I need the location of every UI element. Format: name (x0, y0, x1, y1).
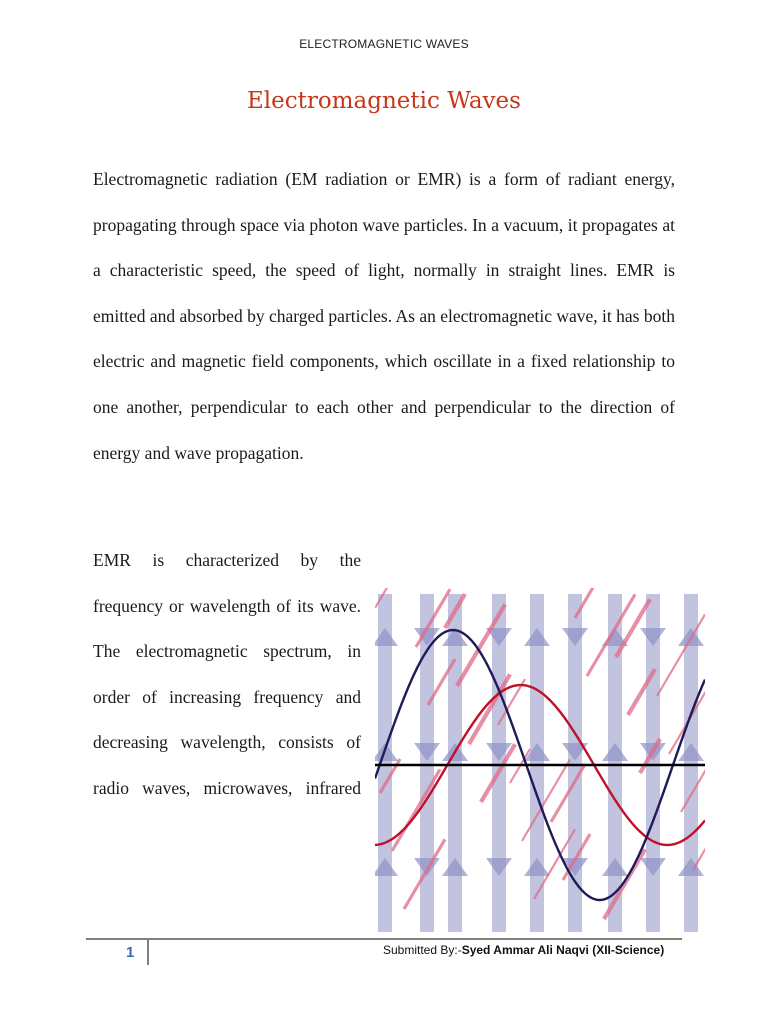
running-header: ELECTROMAGNETIC WAVES (299, 37, 469, 51)
vertical-arrow-head (602, 743, 628, 761)
vertical-arrow-head (486, 858, 512, 876)
vertical-arrow-head (524, 858, 550, 876)
footer-divider (147, 940, 149, 965)
intro-paragraph: Electromagnetic radiation (EM radiation or EMR) is a form of radiant energy, propagating through space via photon wave particles. In a vacuum, it propagates at a characteristic speed, the speed of light, normally in straight lines. EMR is emitted and absorbed by charged particles. As an electromagnetic wave, it has both electric and magnetic field components, which oscillate in a fixed relationship to one another, perpendicular to each other and perpendicular to the direction of energy and wave propagation. (93, 169, 675, 463)
vertical-arrow-head (414, 743, 440, 761)
footer-rule (86, 938, 682, 940)
submitted-label: Submitted By:- (383, 943, 462, 957)
vertical-arrow-head (562, 743, 588, 761)
vertical-arrow-head (602, 858, 628, 876)
field-arrows (375, 588, 705, 932)
vertical-arrow-head (442, 858, 468, 876)
vertical-arrow-head (524, 628, 550, 646)
document-title: Electromagnetic Waves (247, 88, 521, 114)
vertical-arrow-head (678, 743, 704, 761)
vertical-arrow-head (562, 628, 588, 646)
spectrum-paragraph: EMR is characterized by the frequency or wavelength of its wave. The electromagnetic spectrum, in order of increasing frequency and decreasing wavelength, consists of radio waves, microwaves, infrared (93, 550, 361, 798)
page-number: 1 (126, 944, 135, 961)
author-name: Syed Ammar Ali Naqvi (XII-Science) (461, 943, 665, 957)
vertical-arrow-head (640, 858, 666, 876)
em-wave-illustration (375, 588, 705, 938)
submitted-by (383, 943, 664, 957)
vertical-arrow-head (678, 858, 704, 876)
vertical-arrow-head (640, 628, 666, 646)
